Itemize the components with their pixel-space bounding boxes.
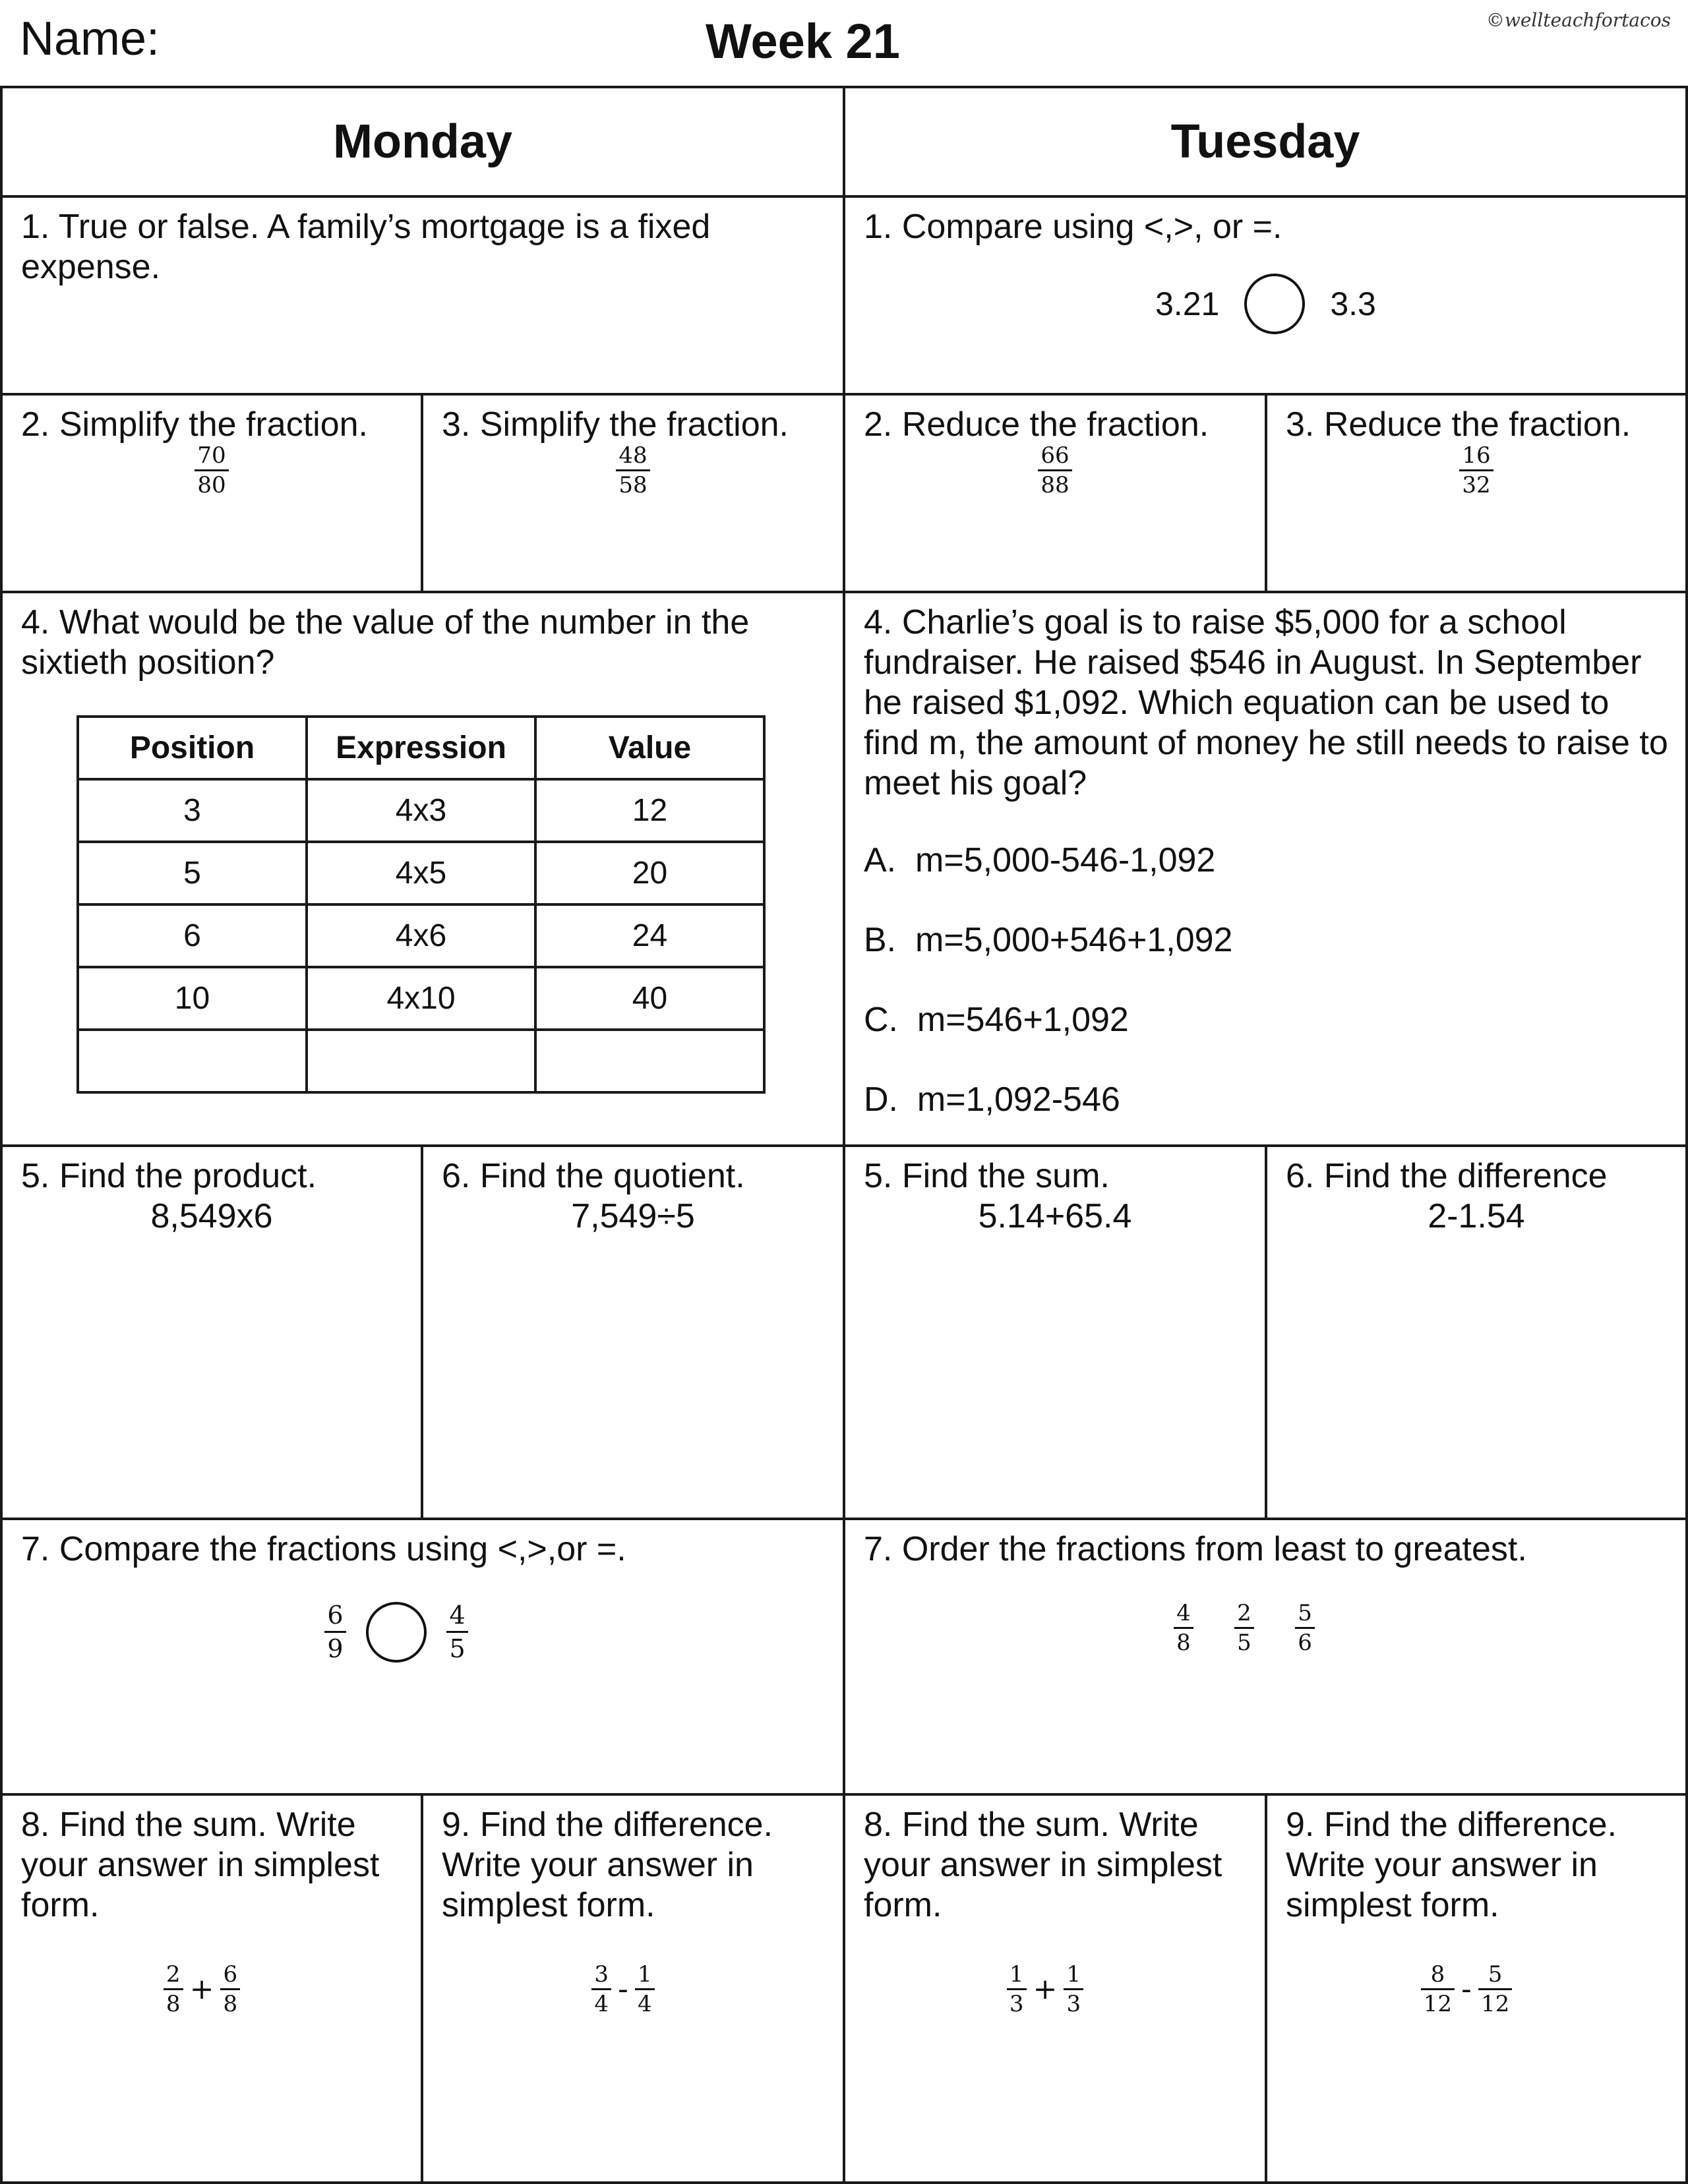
monday-q1 xyxy=(0,195,845,396)
tuesday-q7-fraction-1: $\frac{4}{8}$ xyxy=(1174,1599,1193,1657)
tuesday-q9-fraction-a: $\frac{8}{12}$ xyxy=(1421,1961,1455,2018)
monday-q9-fraction-a: $\frac{3}{4}$ xyxy=(591,1961,611,2018)
tuesday-q3-fraction: $\frac{16}{32}$ xyxy=(1459,442,1493,499)
tuesday-q5 xyxy=(843,1144,1267,1520)
tuesday-q6-text: 6. Find the difference xyxy=(1286,1157,1608,1195)
tuesday-q7-text: 7. Order the fractions from least to greatest. xyxy=(864,1530,1527,1568)
tuesday-q5-expression: 5.14+65.4 xyxy=(978,1197,1132,1235)
tuesday-q9 xyxy=(1265,1793,1688,2184)
table-cell: 20 xyxy=(535,842,764,904)
table-cell: 12 xyxy=(535,779,764,842)
monday-q7-fraction-a: $\frac{6}{9}$ xyxy=(324,1599,346,1665)
monday-q9 xyxy=(421,1793,845,2184)
name-label: Name: xyxy=(20,13,160,65)
tuesday-q8 xyxy=(843,1793,1267,2184)
tuesday-q8-text: 8. Find the sum. Write your answer in simplest form. xyxy=(864,1806,1222,1924)
monday-q6-expression: 7,549÷5 xyxy=(571,1197,695,1235)
copyright-mark: ©wellteachfortacos xyxy=(1486,9,1671,31)
monday-q1-text: 1. True or false. A family’s mortgage is a fixed expense. xyxy=(21,208,711,286)
monday-q4-text: 4. What would be the value of the number in the sixtieth position? xyxy=(21,603,750,682)
tuesday-q2-text: 2. Reduce the fraction. xyxy=(864,405,1209,444)
monday-q7 xyxy=(0,1518,845,1796)
monday-q6 xyxy=(421,1144,845,1520)
tuesday-q9-fraction-b: $\frac{5}{12}$ xyxy=(1478,1961,1512,2018)
table-cell[interactable] xyxy=(535,1030,764,1092)
monday-q9-text: 9. Find the difference. Write your answer in simplest form. xyxy=(442,1806,773,1924)
tuesday-q6 xyxy=(1265,1144,1688,1520)
monday-q3-fraction: $\frac{48}{58}$ xyxy=(616,442,649,499)
plus-operator: + xyxy=(1033,1972,1058,2006)
tuesday-header: Tuesday xyxy=(843,86,1688,198)
compare-circle[interactable] xyxy=(1244,274,1305,334)
monday-q3 xyxy=(421,393,845,593)
monday-q7-text: 7. Compare the fractions using <,>,or =. xyxy=(21,1530,626,1568)
monday-q5-expression: 8,549x6 xyxy=(150,1197,273,1235)
table-row xyxy=(78,967,764,1030)
choice-a[interactable]: A. m=5,000-546-1,092 xyxy=(864,841,1216,879)
tuesday-q1-text: 1. Compare using <,>, or =. xyxy=(864,208,1282,246)
tuesday-q1 xyxy=(843,195,1688,396)
table-cell: 4x5 xyxy=(307,842,535,904)
tuesday-q2-fraction: $\frac{66}{88}$ xyxy=(1038,442,1071,499)
choice-c[interactable]: C. m=546+1,092 xyxy=(864,1001,1129,1039)
monday-q5-text: 5. Find the product. xyxy=(21,1157,317,1195)
monday-q8-text: 8. Find the sum. Write your answer in simplest form. xyxy=(21,1806,380,1924)
tuesday-q7-fraction-3: $\frac{5}{6}$ xyxy=(1295,1599,1315,1657)
minus-operator: - xyxy=(618,1972,628,2006)
table-header-cell: Value xyxy=(535,717,764,779)
monday-q6-text: 6. Find the quotient. xyxy=(442,1157,745,1195)
monday-q7-fraction-b: $\frac{4}{5}$ xyxy=(446,1599,467,1665)
tuesday-q7 xyxy=(843,1518,1688,1796)
choice-b[interactable]: B. m=5,000+546+1,092 xyxy=(864,921,1233,959)
monday-q9-fraction-b: $\frac{1}{4}$ xyxy=(635,1961,655,2018)
monday-q3-text: 3. Simplify the fraction. xyxy=(442,405,789,444)
position-value-table xyxy=(76,715,766,1094)
tuesday-q9-text: 9. Find the difference. Write your answer in simplest form. xyxy=(1286,1806,1617,1924)
monday-q8-fraction-b: $\frac{6}{8}$ xyxy=(220,1961,240,2018)
tuesday-q8-fraction-a: $\frac{1}{3}$ xyxy=(1007,1961,1027,2018)
table-cell: 4x3 xyxy=(307,779,535,842)
table-row xyxy=(78,904,764,967)
table-header-cell: Expression xyxy=(307,717,535,779)
monday-header: Monday xyxy=(0,86,845,198)
worksheet-grid xyxy=(0,86,1688,2184)
answer-choices xyxy=(864,841,1685,1120)
choice-d[interactable]: D. m=1,092-546 xyxy=(864,1080,1120,1119)
tuesday-q6-expression: 2-1.54 xyxy=(1428,1197,1525,1235)
tuesday-q4-text: 4. Charlie’s goal is to raise $5,000 for a school fundraiser. He raised $546 in August. In September he raised $1,092. Which equation can be used to find m, the amount of money he still needs to raise to meet his goal? xyxy=(864,603,1668,802)
table-cell: 10 xyxy=(78,967,307,1030)
table-row xyxy=(78,842,764,904)
table-cell: 4x6 xyxy=(307,904,535,967)
tuesday-q1-left-value: 3.21 xyxy=(1155,285,1220,322)
table-row xyxy=(78,779,764,842)
table-cell: 6 xyxy=(78,904,307,967)
page-title: Week 21 xyxy=(706,14,900,69)
tuesday-q8-fraction-b: $\frac{1}{3}$ xyxy=(1064,1961,1083,2018)
monday-q2-fraction: $\frac{70}{80}$ xyxy=(195,442,228,499)
monday-q5 xyxy=(0,1144,423,1520)
monday-q2 xyxy=(0,393,423,593)
table-cell: 5 xyxy=(78,842,307,904)
tuesday-q1-right-value: 3.3 xyxy=(1330,285,1376,322)
minus-operator: - xyxy=(1461,1972,1472,2006)
table-header-row xyxy=(78,717,764,779)
table-cell: 24 xyxy=(535,904,764,967)
table-cell: 4x10 xyxy=(307,967,535,1030)
monday-q2-text: 2. Simplify the fraction. xyxy=(21,405,368,444)
table-row-blank[interactable] xyxy=(78,1030,764,1092)
monday-q8-fraction-a: $\frac{2}{8}$ xyxy=(164,1961,183,2018)
tuesday-q2 xyxy=(843,393,1267,593)
tuesday-q3-text: 3. Reduce the fraction. xyxy=(1286,405,1631,444)
tuesday-q4 xyxy=(843,591,1688,1147)
table-cell[interactable] xyxy=(78,1030,307,1092)
table-cell: 40 xyxy=(535,967,764,1030)
table-header-cell: Position xyxy=(78,717,307,779)
monday-q4 xyxy=(0,591,845,1147)
tuesday-q5-text: 5. Find the sum. xyxy=(864,1157,1110,1195)
tuesday-q3 xyxy=(1265,393,1688,593)
tuesday-q7-fraction-2: $\frac{2}{5}$ xyxy=(1234,1599,1254,1657)
table-cell: 3 xyxy=(78,779,307,842)
table-cell[interactable] xyxy=(307,1030,535,1092)
monday-q8 xyxy=(0,1793,423,2184)
plus-operator: + xyxy=(189,1972,214,2006)
compare-circle[interactable] xyxy=(366,1602,427,1663)
